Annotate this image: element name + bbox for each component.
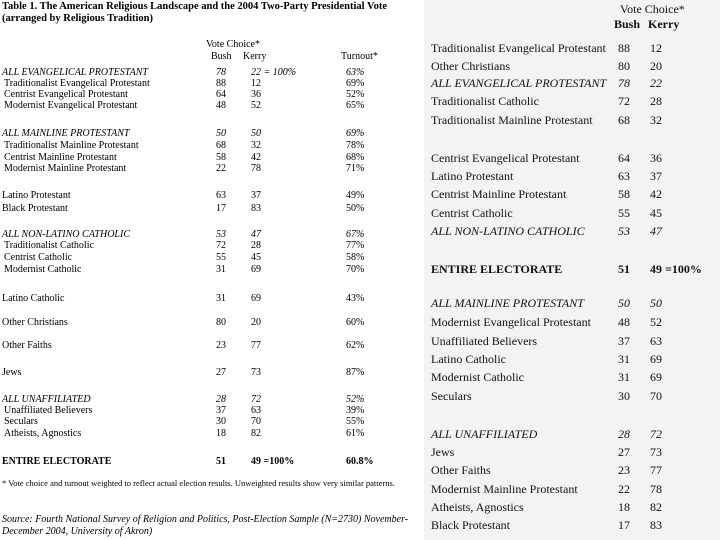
row-label: Traditionalist Evangelical Protestant [431,41,606,55]
row-label: Black Protestant [2,203,68,214]
turnout-value: 39% [346,405,365,416]
bush-value: 50 [618,296,630,310]
table-row [424,206,720,221]
row-label: ALL UNAFFILIATED [431,427,538,441]
turnout-value: 50% [346,203,365,214]
kerry-value: 49 =100% [650,262,702,276]
bush-value: 31 [216,293,226,304]
footnote: * Vote choice and turnout weighted to reflect actual election results. Unweighted results show very similar patterns. [2,478,395,488]
bush-value: 64 [216,89,226,100]
row-label: Traditionalist Evangelical Protestant [4,78,150,89]
table-title: Table 1. The American Religious Landscape and the 2004 Two-Party Presidential Vote (arranged by Religious Tradition) [2,1,388,24]
table-row [424,500,720,515]
kerry-value: 37 [251,190,261,201]
turnout-value: 60.8% [346,456,374,467]
bush-value: 80 [618,59,630,73]
row-label: Traditionalist Mainline Protestant [431,113,593,127]
bush-value: 72 [216,240,226,251]
table-row [424,262,720,277]
bush-value: 68 [216,140,226,151]
row-label: ALL NON-LATINO CATHOLIC [2,229,130,240]
kerry-value: 69 [251,264,261,275]
kerry-value: 78 [650,482,662,496]
turnout-value: 69% [346,78,365,89]
kerry-value: 82 [251,428,261,439]
turnout-value: 78% [346,140,365,151]
row-label: Centrist Mainline Protestant [431,187,567,201]
kerry-value: 52 [650,315,662,329]
row-label: ALL MAINLINE PROTESTANT [2,128,130,139]
kerry-value: 28 [650,94,662,108]
table-row [424,389,720,404]
table-row [424,59,720,74]
row-label: Traditionalist Catholic [431,94,539,108]
table-row [0,416,430,427]
kerry-value: 77 [251,340,261,351]
table-row [0,456,430,467]
kerry-column-header: Kerry [243,51,267,62]
table-row [0,394,430,405]
kerry-value: 72 [251,394,261,405]
bush-value: 31 [618,352,630,366]
table-row [424,151,720,166]
bush-value: 17 [216,203,226,214]
row-label: Latino Protestant [431,169,514,183]
row-label: Centrist Mainline Protestant [4,152,117,163]
bush-value: 22 [216,163,226,174]
bush-value: 23 [216,340,226,351]
kerry-value: 63 [650,334,662,348]
bush-value: 17 [618,518,630,532]
source-note: Source: Fourth National Survey of Religion and Politics, Post-Election Sample (N=2730) November-December 2004, University of Akron) [2,514,409,537]
turnout-value: 52% [346,89,365,100]
vote-choice-header: Vote Choice* [206,39,260,50]
turnout-value: 55% [346,416,365,427]
row-label: Unaffiliated Believers [431,334,538,348]
bush-value: 80 [216,317,226,328]
table-row [424,113,720,128]
table-row [424,94,720,109]
row-label: Jews [431,445,455,459]
row-label: ALL NON-LATINO CATHOLIC [431,224,585,238]
table-row [424,41,720,56]
bush-value: 63 [618,169,630,183]
bush-value: 78 [216,67,226,78]
table-row [0,240,430,251]
kerry-value: 70 [650,389,662,403]
kerry-value: 72 [650,427,662,441]
kerry-value: 50 [251,128,261,139]
bush-value: 48 [216,100,226,111]
bush-value: 18 [618,500,630,514]
row-label: Centrist Evangelical Protestant [431,151,580,165]
row-label: Modernist Catholic [4,264,82,275]
bush-value: 28 [618,427,630,441]
kerry-value: 83 [251,203,261,214]
kerry-value: 73 [650,445,662,459]
kerry-value: 36 [251,89,261,100]
bush-value: 58 [216,152,226,163]
table-row [424,334,720,349]
turnout-value: 77% [346,240,365,251]
table-row [0,190,430,201]
table-row [0,89,430,100]
row-label: Modernist Evangelical Protestant [4,100,138,111]
bush-value: 88 [618,41,630,55]
kerry-value: 20 [650,59,662,73]
kerry-value: 83 [650,518,662,532]
kerry-value: 69 [251,293,261,304]
bush-value: 51 [618,262,630,276]
table-row [0,252,430,263]
row-label: Other Christians [2,317,68,328]
kerry-value: 49 =100% [251,456,295,467]
bush-value: 51 [216,456,226,467]
table-row [0,140,430,151]
table-row [0,293,430,304]
table-row [424,427,720,442]
kerry-value: 50 [650,296,662,310]
bush-value: 27 [216,367,226,378]
kerry-value: 47 [650,224,662,238]
turnout-value: 87% [346,367,365,378]
row-label: Centrist Catholic [431,206,513,220]
kerry-value: 36 [650,151,662,165]
table-row [424,296,720,311]
turnout-value: 49% [346,190,365,201]
table-row [0,78,430,89]
row-label: ENTIRE ELECTORATE [431,262,563,276]
turnout-column-header: Turnout* [341,51,378,62]
bush-value: 30 [216,416,226,427]
row-label: Other Christians [431,59,510,73]
table-row [424,187,720,202]
bush-value: 63 [216,190,226,201]
kerry-value: 69 [650,352,662,366]
kerry-value: 42 [251,152,261,163]
table-row [0,152,430,163]
kerry-value: 12 [251,78,261,89]
bush-value: 50 [216,128,226,139]
turnout-value: 69% [346,128,365,139]
row-label: ALL UNAFFILIATED [2,394,91,405]
vote-choice-header: Vote Choice* [620,2,685,16]
kerry-value: 45 [650,206,662,220]
kerry-value: 47 [251,229,261,240]
kerry-value: 42 [650,187,662,201]
table-row [424,352,720,367]
bush-value: 88 [216,78,226,89]
turnout-value: 62% [346,340,365,351]
bush-value: 53 [216,229,226,240]
table-row [424,370,720,385]
bush-value: 28 [216,394,226,405]
bush-value: 64 [618,151,630,165]
table-row [424,224,720,239]
bush-value: 37 [216,405,226,416]
bush-value: 30 [618,389,630,403]
row-label: Black Protestant [431,518,510,532]
row-label: Atheists, Agnostics [4,428,82,439]
table-row [0,367,430,378]
turnout-value: 67% [346,229,365,240]
kerry-value: 32 [251,140,261,151]
row-label: Atheists, Agnostics [431,500,524,514]
row-label: Jews [2,367,22,378]
row-label: ENTIRE ELECTORATE [2,456,112,467]
row-label: Traditionalist Catholic [4,240,94,251]
kerry-value: 22 [650,76,662,90]
row-label: ALL EVANGELICAL PROTESTANT [431,76,607,90]
row-label: Seculars [431,389,472,403]
row-label: Latino Catholic [431,352,506,366]
bush-value: 31 [618,370,630,384]
row-label: ALL EVANGELICAL PROTESTANT [2,67,148,78]
turnout-value: 43% [346,293,365,304]
bush-value: 78 [618,76,630,90]
turnout-value: 71% [346,163,365,174]
bush-value: 72 [618,94,630,108]
table-row [0,229,430,240]
turnout-value: 65% [346,100,365,111]
turnout-value: 58% [346,252,365,263]
row-label: ALL MAINLINE PROTESTANT [431,296,584,310]
kerry-column-header: Kerry [648,17,680,31]
row-label: Other Faiths [2,340,52,351]
row-label: Modernist Catholic [431,370,524,384]
table-row [0,340,430,351]
ranked-vote-table [424,0,720,540]
table-row [0,100,430,111]
bush-value: 27 [618,445,630,459]
kerry-value: 70 [251,416,261,427]
turnout-value: 61% [346,428,365,439]
kerry-value: 28 [251,240,261,251]
row-label: Latino Catholic [2,293,65,304]
kerry-value: 45 [251,252,261,263]
row-label: Centrist Evangelical Protestant [4,89,128,100]
kerry-value: 78 [251,163,261,174]
bush-value: 31 [216,264,226,275]
kerry-value: 20 [251,317,261,328]
table-row [424,518,720,533]
row-label: Traditionalist Mainline Protestant [4,140,139,151]
table-row [424,76,720,91]
table-row [0,128,430,139]
bush-value: 55 [618,206,630,220]
turnout-value: 70% [346,264,365,275]
table-row [0,264,430,275]
turnout-value: 60% [346,317,365,328]
kerry-value: 12 [650,41,662,55]
kerry-value: 77 [650,463,662,477]
bush-value: 18 [216,428,226,439]
table-row [424,445,720,460]
table-row [424,482,720,497]
kerry-value: 22 = 100% [251,67,297,78]
kerry-value: 37 [650,169,662,183]
row-label: Modernist Mainline Protestant [431,482,578,496]
row-label: Seculars [4,416,38,427]
turnout-value: 63% [346,67,365,78]
kerry-value: 73 [251,367,261,378]
table-row [424,169,720,184]
row-label: Modernist Mainline Protestant [4,163,127,174]
row-label: Latino Protestant [2,190,71,201]
table-row [424,463,720,478]
bush-value: 53 [618,224,630,238]
bush-value: 55 [216,252,226,263]
bush-value: 22 [618,482,630,496]
bush-value: 58 [618,187,630,201]
kerry-value: 82 [650,500,662,514]
kerry-value: 32 [650,113,662,127]
turnout-value: 52% [346,394,365,405]
turnout-value: 68% [346,152,365,163]
table-row [0,67,430,78]
row-label: Other Faiths [431,463,491,477]
bush-column-header: Bush [614,17,641,31]
table-row [0,317,430,328]
table-row [0,163,430,174]
bush-value: 48 [618,315,630,329]
table-row [0,203,430,214]
kerry-value: 52 [251,100,261,111]
table-row [0,428,430,439]
kerry-value: 63 [251,405,261,416]
table-row [0,405,430,416]
row-label: Modernist Evangelical Protestant [431,315,591,329]
kerry-value: 69 [650,370,662,384]
row-label: Unaffiliated Believers [4,405,93,416]
bush-value: 37 [618,334,630,348]
bush-value: 23 [618,463,630,477]
bush-column-header: Bush [211,51,232,62]
table-row [424,315,720,330]
row-label: Centrist Catholic [4,252,73,263]
bush-value: 68 [618,113,630,127]
